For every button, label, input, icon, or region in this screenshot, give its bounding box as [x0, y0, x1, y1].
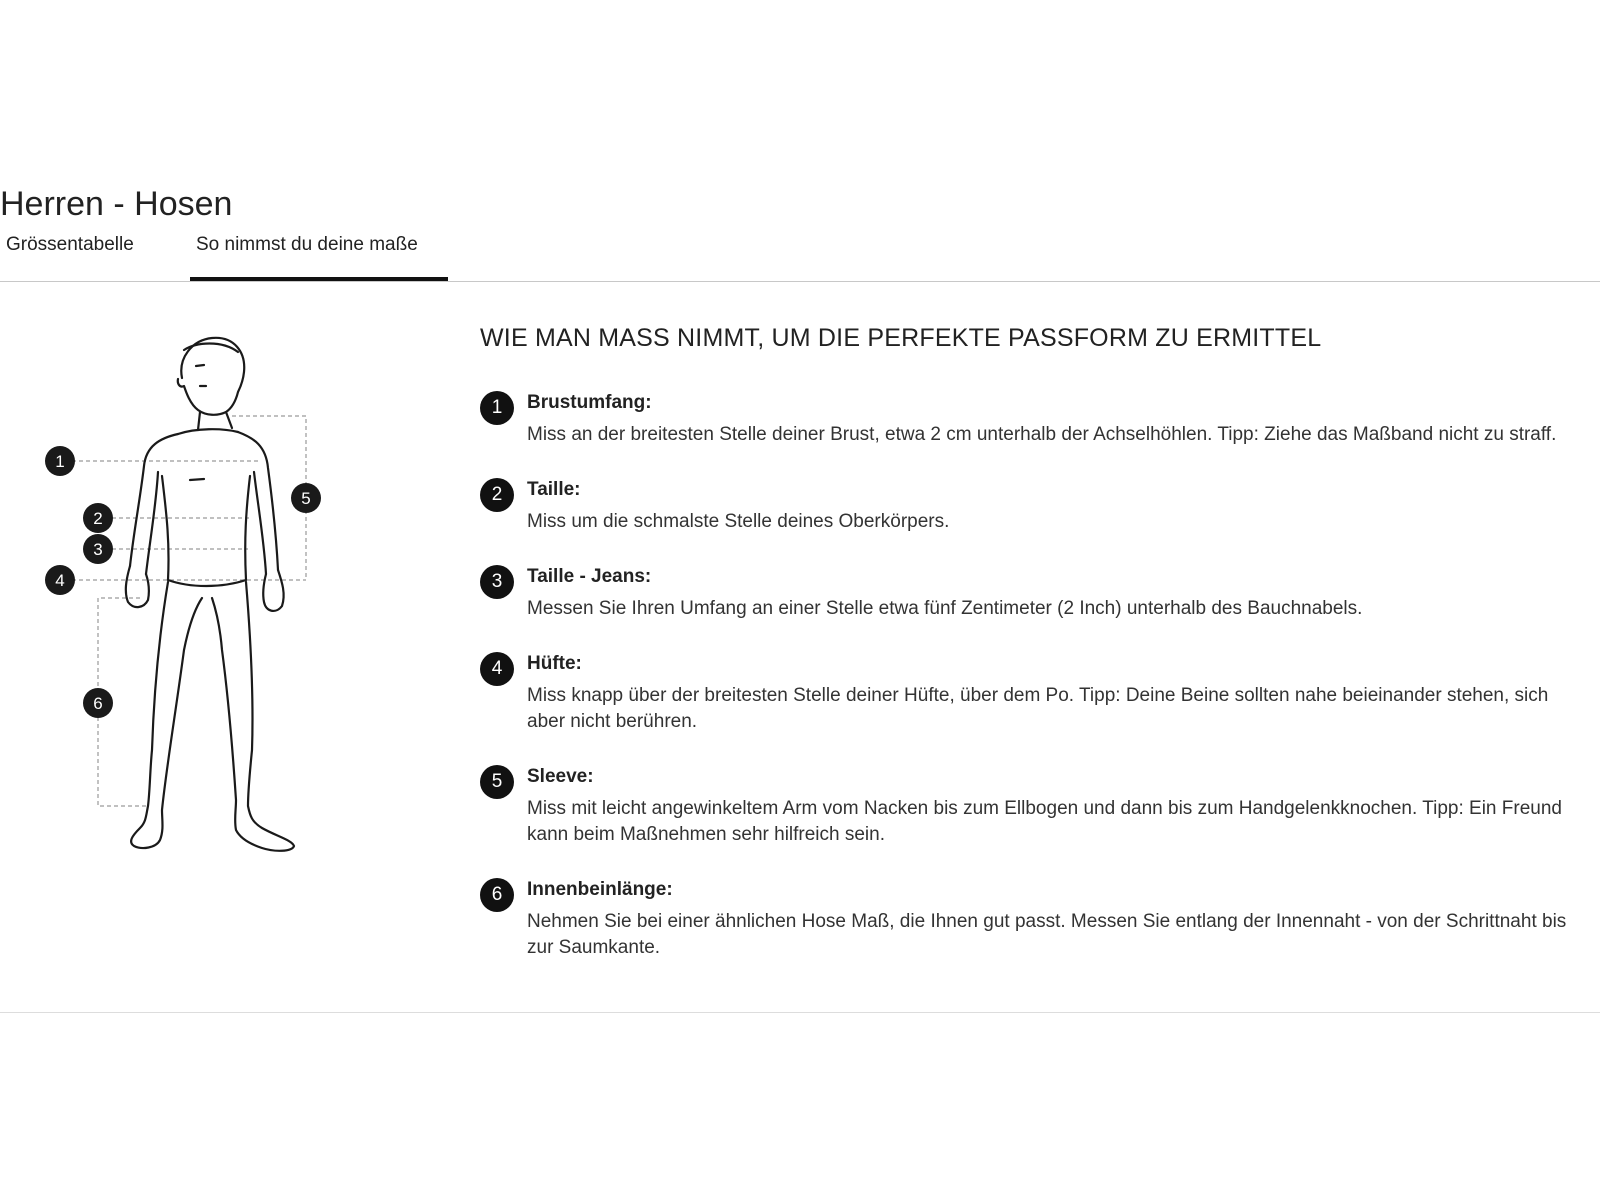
item-title: Hüfte:: [527, 653, 582, 674]
list-item: [480, 764, 1590, 848]
list-item: [480, 477, 1590, 535]
item-title: Sleeve:: [527, 766, 594, 787]
marker-4-label: 4: [55, 571, 65, 590]
tabs-divider: [0, 281, 1600, 282]
item-title: Innenbeinlänge:: [527, 879, 673, 900]
tab-how-to-measure-label: So nimmst du deine maße: [196, 234, 418, 255]
item-text: Miss mit leicht angewinkeltem Arm vom Nacken bis zum Ellbogen und dann bis zum Handgelenkknochen. Tipp: Ein Freund kann beim Maßnehmen sehr hilfreich sein.: [527, 798, 1562, 845]
list-item: [480, 877, 1590, 961]
item-title: Taille - Jeans:: [527, 566, 652, 587]
list-item: [480, 651, 1590, 735]
step-number-badge: 3: [480, 565, 514, 599]
page-title: Herren - Hosen: [0, 185, 233, 223]
step-number-badge: 4: [480, 652, 514, 686]
step-number-badge: 5: [480, 765, 514, 799]
item-text: Miss knapp über der breitesten Stelle deiner Hüfte, über dem Po. Tipp: Deine Beine sollten nahe beieinander stehen, sich aber nicht berühren.: [527, 685, 1549, 732]
measurement-instructions: [480, 318, 1590, 990]
item-title: Taille:: [527, 479, 581, 500]
item-text: Messen Sie Ihren Umfang an einer Stelle etwa fünf Zentimeter (2 Inch) unterhalb des Bauchnabels.: [527, 598, 1363, 619]
step-number-badge: 1: [480, 391, 514, 425]
marker-1-label: 1: [55, 452, 65, 471]
body-measurement-figure: [0, 330, 380, 870]
measurement-markers: [45, 446, 321, 718]
marker-5-label: 5: [301, 489, 311, 508]
item-title: Brustumfang:: [527, 392, 652, 413]
section-heading: WIE MAN MASS NIMMT, UM DIE PERFEKTE PASSFORM ZU ERMITTEL: [480, 324, 1322, 352]
tab-size-chart[interactable]: [6, 230, 134, 282]
list-item: [480, 390, 1590, 448]
marker-2-label: 2: [93, 509, 103, 528]
list-item: [480, 564, 1590, 622]
step-number-badge: 6: [480, 878, 514, 912]
item-text: Nehmen Sie bei einer ähnlichen Hose Maß, die Ihnen gut passt. Messen Sie entlang der Innennaht - von der Schrittnaht bis zur Saumkante.: [527, 911, 1567, 958]
tab-how-to-measure[interactable]: [190, 230, 448, 282]
item-text: Miss an der breitesten Stelle deiner Brust, etwa 2 cm unterhalb der Achselhöhlen. Tipp: Ziehe das Maßband nicht zu straff.: [527, 424, 1557, 445]
bottom-divider: [0, 1012, 1600, 1013]
item-text: Miss um die schmalste Stelle deines Oberkörpers.: [527, 511, 950, 532]
human-figure-illustration: [0, 330, 380, 870]
tab-bar: [0, 230, 1600, 282]
marker-6-label: 6: [93, 694, 103, 713]
figure-outline: [126, 338, 294, 851]
step-number-badge: 2: [480, 478, 514, 512]
tab-size-chart-label: Grössentabelle: [6, 234, 134, 255]
marker-3-label: 3: [93, 540, 103, 559]
